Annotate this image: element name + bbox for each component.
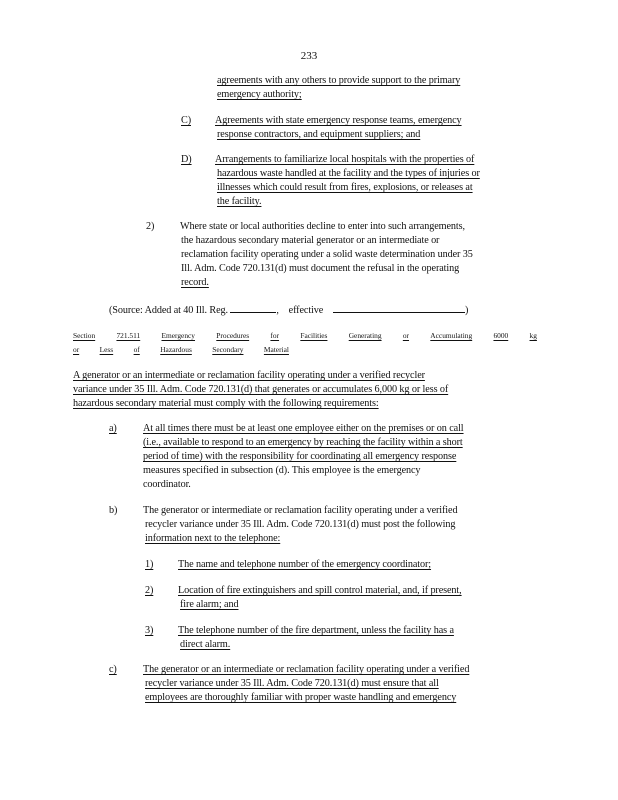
- heading-word: Less: [99, 345, 114, 354]
- heading-word: Procedures: [216, 331, 250, 340]
- source-comma: ,: [276, 305, 279, 316]
- heading-word: Material: [263, 345, 289, 354]
- text-line: emergency authority;: [217, 89, 302, 100]
- heading-word: 721.511: [116, 331, 141, 340]
- heading-word: kg: [529, 331, 537, 340]
- heading-word: of: [133, 345, 140, 354]
- text-line: The telephone number of the fire department, unless the facility has a: [178, 625, 454, 636]
- heading-word: Emergency: [161, 331, 196, 340]
- source-prefix: (Source: Added at 40 Ill. Reg.: [109, 305, 228, 316]
- text-line: information next to the telephone:: [145, 533, 281, 544]
- text-line: period of time) with the responsibility for coordinating all emergency response: [143, 451, 457, 462]
- text-line: At all times there must be at least one employee either on the premises or on call: [143, 423, 464, 434]
- heading-word: Secondary: [212, 345, 244, 354]
- text-line: Where state or local authorities decline to enter into such arrangements,: [180, 221, 465, 232]
- text-line: The generator or an intermediate or reclamation facility operating under a verified: [143, 664, 470, 675]
- text-line: The name and telephone number of the emergency coordinator;: [178, 559, 432, 570]
- item-label: 3): [145, 625, 154, 636]
- text-line: the facility.: [217, 196, 262, 207]
- page-number: 233: [300, 50, 318, 62]
- item-label: b): [109, 505, 118, 516]
- heading-word: or: [73, 345, 80, 354]
- text-line: hazardous secondary material must comply with the following requirements:: [73, 398, 379, 409]
- text-line: (i.e., available to respond to an emergency by reaching the facility within a short: [143, 437, 463, 448]
- text-line: agreements with any others to provide support to the primary: [217, 75, 461, 86]
- item-label: 2): [146, 221, 155, 232]
- item-label: c): [109, 664, 117, 675]
- text-line: Agreements with state emergency response teams, emergency: [215, 115, 462, 126]
- heading-word: Section: [73, 331, 96, 340]
- item-label: C): [181, 115, 191, 126]
- heading-word: Hazardous: [160, 345, 192, 354]
- text-line: response contractors, and equipment suppliers; and: [217, 129, 421, 140]
- text-line: A generator or an intermediate or reclamation facility operating under a verified recycler: [73, 370, 425, 381]
- item-label: 1): [145, 559, 154, 570]
- heading-word: Generating: [348, 331, 382, 340]
- text-line: recycler variance under 35 Ill. Adm. Code 720.131(d) must post the following: [145, 519, 456, 530]
- text-line: Location of fire extinguishers and spill control material, and, if present,: [178, 585, 462, 596]
- heading-word: 6000: [493, 331, 509, 340]
- text-line: reclamation facility operating under a solid waste determination under 35: [181, 249, 473, 260]
- heading-word: Accumulating: [430, 331, 473, 340]
- heading-word: for: [270, 331, 280, 340]
- text-line: illnesses which could result from fires, explosions, or releases at: [217, 182, 473, 193]
- item-label: D): [181, 154, 192, 165]
- text-line: employees are thoroughly familiar with proper waste handling and emergency: [145, 692, 457, 703]
- heading-word: Facilities: [300, 331, 328, 340]
- source-effective: effective: [288, 305, 324, 316]
- text-line: direct alarm.: [180, 639, 231, 650]
- source-close: ): [465, 305, 469, 316]
- text-line: record.: [181, 277, 209, 288]
- heading-word: or: [402, 331, 410, 340]
- text-line: The generator or intermediate or reclamation facility operating under a verified: [143, 505, 458, 516]
- text-line: Arrangements to familiarize local hospitals with the properties of: [215, 154, 475, 165]
- section-heading-line-2: [73, 344, 289, 356]
- source-note: [109, 302, 468, 318]
- section-heading-line-1: [73, 330, 537, 342]
- text-line: the hazardous secondary material generator or an intermediate or: [181, 235, 440, 246]
- text-line: coordinator.: [143, 479, 191, 490]
- blank-field: [333, 302, 465, 313]
- item-label: a): [109, 423, 117, 434]
- text-line: Ill. Adm. Code 720.131(d) must document the refusal in the operating: [181, 263, 460, 274]
- text-line: measures specified in subsection (d). This employee is the emergency: [143, 465, 421, 476]
- text-line: recycler variance under 35 Ill. Adm. Code 720.131(d) must ensure that all: [145, 678, 439, 689]
- text-line: hazardous waste handled at the facility and the types of injuries or: [217, 168, 480, 179]
- text-line: fire alarm; and: [180, 599, 239, 610]
- blank-field: [230, 302, 276, 313]
- item-label: 2): [145, 585, 154, 596]
- text-line: variance under 35 Ill. Adm. Code 720.131(d) that generates or accumulates 6,000 kg or less of: [73, 384, 449, 395]
